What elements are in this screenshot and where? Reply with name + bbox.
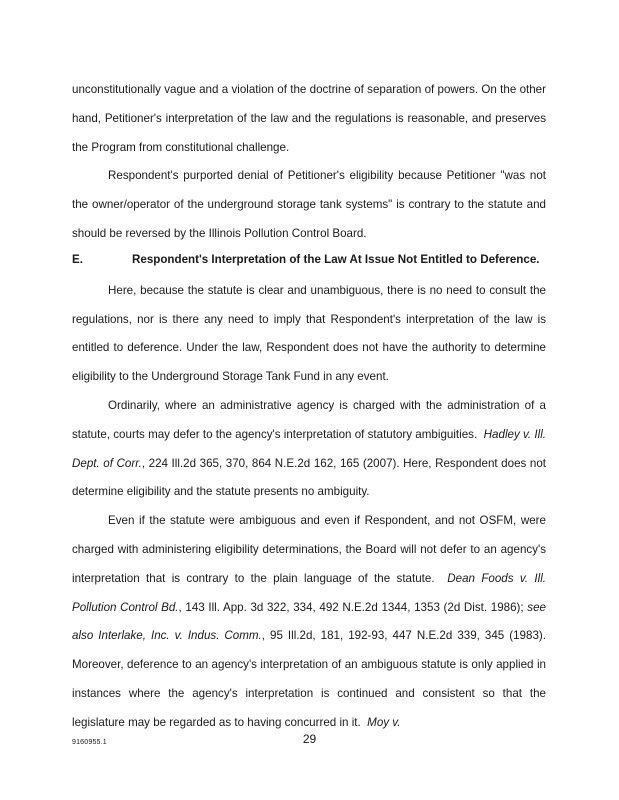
- case-citation: Dean Foods v. Ill. Pollution Control Bd.: [72, 571, 546, 614]
- paragraph-statute-clear: [72, 277, 546, 392]
- page-number: 29: [302, 732, 317, 746]
- paragraph-text: , 224 Ill.2d 365, 370, 864 N.E.2d 162, 165 (2007). Here, Respondent does not determine eligibility and the statute presents no ambiguity.: [72, 456, 547, 499]
- section-title: Respondent's Interpretation of the Law At Issue Not Entitled to Deference.: [132, 252, 540, 266]
- case-citation: Moy v.: [367, 715, 401, 729]
- paragraph-text: Ordinarily, where an administrative agency is charged with the administration of a statute, courts may defer to the agency's interpretation of statutory ambiguities.: [72, 398, 546, 441]
- paragraph-ordinarily: [72, 392, 546, 507]
- paragraph-text: , 143 Ill. App. 3d 322, 334, 492 N.E.2d 1344, 1353 (2d Dist. 1986);: [178, 600, 524, 614]
- case-citation: Hadley v. Ill. Dept. of Corr.: [72, 427, 546, 470]
- paragraph-text: Here, because the statute is clear and unambiguous, there is no need to consult the regulations, nor is there any need to imply that Respondent's interpretation of the law is entitled to deference. Under the law, Respondent does not have the authority to determine eligibility to the Underground Storage Tank Fund in any event.: [72, 283, 546, 384]
- body-text: [72, 76, 546, 738]
- section-letter: E.: [72, 252, 83, 266]
- section-heading: [72, 249, 546, 277]
- paragraph-text: , 95 Ill.2d, 181, 192-93, 447 N.E.2d 339, 345 (1983). Moreover, deference to an agency's interpretation of an ambiguous statute is only applied in instances where the agency's interpretation is continued and consistent so that the legislature may be regarded as to having concurred in it.: [72, 629, 546, 729]
- paragraph-continuation: [72, 76, 546, 162]
- paragraph-text: Even if the statute were ambiguous and even if Respondent, and not OSFM, were charged with administering eligibility determinations, the Board will not defer to an agency's interpretation that is contrary to the plain language of the statute.: [72, 514, 546, 585]
- paragraph-text: Respondent's purported denial of Petitioner's eligibility because Petitioner "was not the owner/operator of the underground storage tank systems" is contrary to the statute and should be reversed by the Illinois Pollution Control Board.: [72, 169, 546, 240]
- paragraph-denial: [72, 162, 546, 248]
- case-citation: see also Interlake, Inc. v. Indus. Comm.: [72, 600, 546, 643]
- paragraph-text: unconstitutionally vague and a violation of the doctrine of separation of powers. On the other hand, Petitioner's interpretation of the law and the regulations is reasonable, and preserves the Program from constitutional challenge.: [72, 83, 546, 154]
- document-id: 9160955.1: [72, 739, 107, 746]
- paragraph-even-if: [72, 507, 546, 737]
